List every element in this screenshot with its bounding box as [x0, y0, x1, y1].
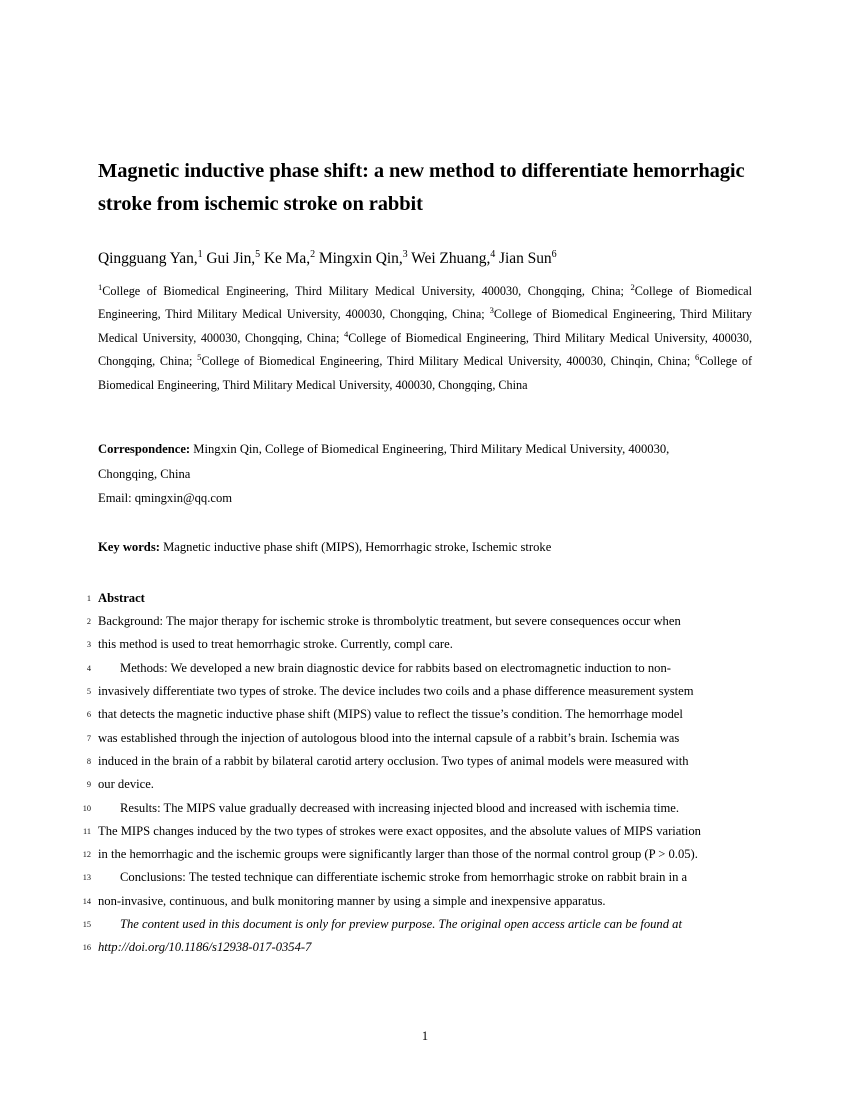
- line-number: 7: [86, 733, 91, 743]
- abstract-line: [86, 610, 752, 633]
- email-address[interactable]: qmingxin@qq.com: [134, 490, 233, 505]
- line-number: 11: [83, 826, 91, 836]
- keywords-text: Magnetic inductive phase shift (MIPS), Hemorrhagic stroke, Ischemic stroke: [163, 539, 552, 554]
- abstract-line-text: non-invasive, continuous, and bulk monitoring manner by using a simple and inexpensive apparatus.: [98, 893, 606, 908]
- abstract-line: [86, 703, 752, 726]
- line-number: 12: [82, 850, 91, 860]
- line-number: 8: [86, 756, 91, 766]
- abstract-line-text: Abstract: [98, 590, 145, 605]
- line-number: 2: [86, 617, 91, 627]
- correspondence-label: Correspondence:: [98, 442, 191, 457]
- page-title: Magnetic inductive phase shift: a new method to differentiate hemorrhagic stroke from ischemic stroke on rabbit: [98, 160, 745, 216]
- keywords-label: Key words:: [98, 539, 160, 554]
- abstract-line: [82, 843, 752, 866]
- line-number: 6: [86, 710, 91, 720]
- page-number: 1: [421, 1029, 429, 1043]
- abstract-line-text: The MIPS changes induced by the two types of strokes were exact opposites, and the absolute values of MIPS variation: [98, 823, 701, 838]
- abstract-line-text: induced in the brain of a rabbit by bilateral carotid artery occlusion. Two types of animal models were measured with: [98, 753, 689, 768]
- affiliation-list: $^1$College of Biomedical Engineering, Third Military Medical University, 400030, Chongqing, China; $^2$College of Biomedical Engineering, Third Military Medical University, 400030, Chongqing, China; $^3$College of Biomedical Engineering, Third Military Medical University, 400030, Chongqing, China; $^4$College of Biomedical Engineering, Third Military Medical University, 400030, Chongqing, China; $^5$College of Biomedical Engineering, Third Military Medical University, 400030, Chinqin, China; $^6$College of Biomedical Engineering, Third Military Medical University, 400030, Chongqing, China: [98, 281, 753, 392]
- abstract-line: [86, 773, 752, 796]
- abstract-line: [86, 633, 752, 656]
- correspondence-line-1: [98, 437, 752, 461]
- line-number: 3: [86, 640, 91, 650]
- abstract-line-text: Conclusions: The tested technique can differentiate ischemic stroke from hemorrhagic stroke on rabbit brain in a: [120, 870, 688, 885]
- abstract-line-text: Methods: We developed a new brain diagnostic device for rabbits based on electromagnetic induction to non-: [120, 660, 671, 675]
- abstract-line: [82, 890, 752, 913]
- abstract-section: [82, 587, 752, 960]
- abstract-line-text: http://doi.org/10.1186/s12938-017-0354-7: [98, 940, 312, 955]
- line-number: 1: [86, 593, 91, 603]
- paper-content: [82, 155, 753, 960]
- abstract-line-text: was established through the injection of autologous blood into the internal capsule of a rabbit’s brain. Ischemia was: [98, 730, 680, 745]
- abstract-line: [86, 587, 752, 610]
- correspondence-line-2: Chongqing, China: [98, 466, 191, 481]
- abstract-line: [86, 657, 752, 680]
- abstract-line-text: in the hemorrhagic and the ischemic groups were significantly larger than those of the normal control group (P > 0.05).: [98, 847, 698, 862]
- abstract-line-text: The content used in this document is only for preview purpose. The original open access article can be found at: [120, 916, 682, 931]
- email-label: Email:: [98, 490, 132, 505]
- line-number: 16: [82, 943, 91, 953]
- abstract-line: [82, 936, 752, 959]
- abstract-line-text: invasively differentiate two types of stroke. The device includes two coils and a phase difference measurement system: [98, 684, 694, 699]
- line-number: 14: [82, 896, 91, 906]
- abstract-line-text: Background: The major therapy for ischemic stroke is thrombolytic treatment, but severe consequences occur when: [98, 614, 681, 629]
- line-number: 15: [82, 919, 91, 929]
- line-number: 5: [86, 687, 91, 697]
- abstract-line-text: Results: The MIPS value gradually decreased with increasing injected blood and increased with ischemia time.: [120, 800, 679, 815]
- abstract-line: [86, 727, 752, 750]
- line-number: 4: [86, 663, 91, 673]
- abstract-line: [82, 797, 752, 820]
- line-number: 13: [82, 873, 91, 883]
- correspondence-text-1: Mingxin Qin, College of Biomedical Engineering, Third Military Medical University, 400030,: [193, 442, 670, 457]
- abstract-line-text: our device.: [98, 777, 154, 792]
- line-number: 10: [82, 803, 91, 813]
- abstract-line: [86, 750, 752, 773]
- line-number: 9: [86, 780, 91, 790]
- author-list: Qingguang Yan,$^1$ Gui Jin,$^5$ Ke Ma,$^2$ Mingxin Qin,$^3$ Wei Zhuang,$^4$ Jian Sun$^6$: [98, 249, 557, 268]
- abstract-line: [86, 680, 752, 703]
- correspondence-block: [98, 437, 752, 510]
- correspondence-email-line: [98, 486, 752, 510]
- abstract-line: [83, 820, 752, 843]
- abstract-line: [82, 913, 752, 936]
- abstract-line: [82, 866, 752, 889]
- abstract-line-text: this method is used to treat hemorrhagic stroke. Currently, compl care.: [98, 637, 453, 652]
- abstract-line-text: that detects the magnetic inductive phase shift (MIPS) value to reflect the tissue’s condition. The hemorrhage model: [98, 707, 683, 722]
- keywords-block: [98, 536, 752, 560]
